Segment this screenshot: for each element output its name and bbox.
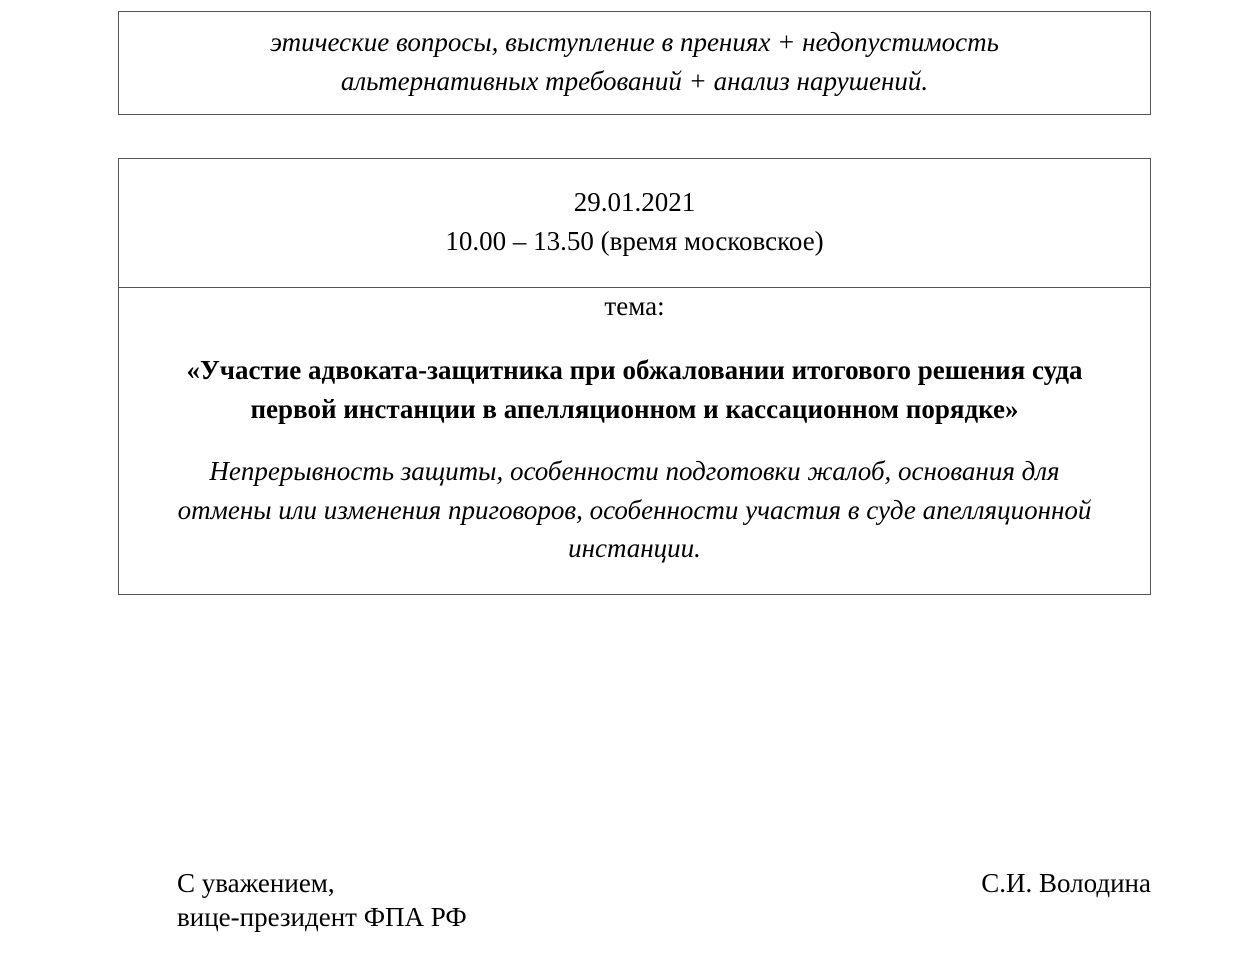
previous-session-text-line-2: альтернативных требований + анализ нарушений.	[340, 66, 929, 96]
session-box	[118, 158, 1151, 595]
signature-position: вице-президент ФПА РФ	[177, 902, 467, 932]
previous-session-box	[118, 11, 1151, 115]
topic-description-line-3: инстанции.	[568, 533, 701, 563]
session-date: 29.01.2021	[573, 187, 696, 217]
topic-label: тема:	[604, 291, 665, 321]
topic-title-line-1: «Участие адвоката-защитника при обжаловании итогового решения суда	[186, 355, 1083, 385]
session-time: 10.00 – 13.50 (время московское)	[445, 226, 824, 256]
topic-title-line-2: первой инстанции в апелляционном и кассационном порядке»	[250, 394, 1019, 424]
topic-description-line-2: отмены или изменения приговоров, особенности участия в суде апелляционной	[177, 495, 1092, 525]
topic-description-line-1: Непрерывность защиты, особенности подготовки жалоб, основания для	[209, 456, 1060, 486]
signature-closing: С уважением,	[177, 868, 335, 898]
signature-name: С.И. Володина	[981, 868, 1151, 898]
previous-session-text-line-1: этические вопросы, выступление в прениях + недопустимость	[270, 27, 999, 57]
